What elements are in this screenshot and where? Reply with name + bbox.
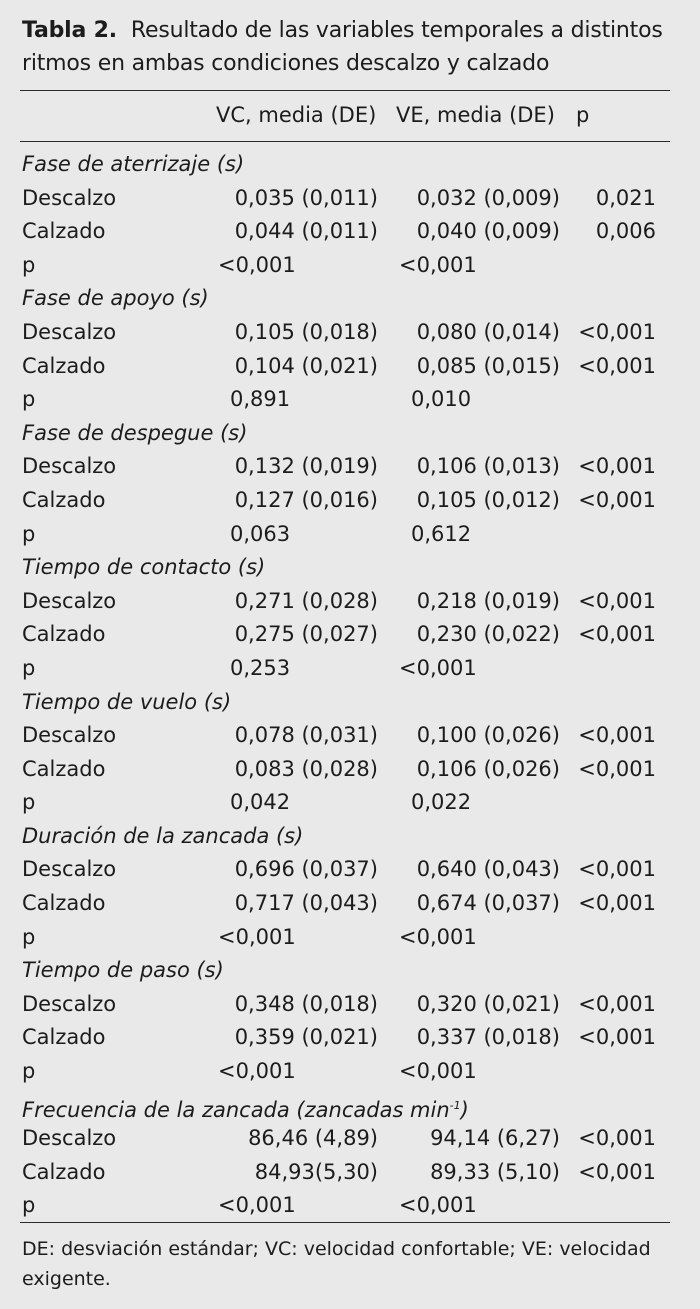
row-label: Calzado	[22, 487, 106, 512]
cell-vc: 0,132 (0,019)	[234, 454, 378, 479]
cell-ve: 0,674 (0,037)	[416, 891, 560, 916]
cell-vc: 0,348 (0,018)	[234, 991, 378, 1016]
data-row-p	[0, 921, 700, 955]
cell-p: <0,001	[578, 857, 656, 882]
data-row-calzado	[0, 618, 700, 652]
section-title-text: Fase de aterrizaje (s)	[22, 152, 245, 176]
section-title-text: Tiempo de vuelo (s)	[22, 689, 232, 714]
section-title	[22, 148, 244, 182]
cell-ve: <0,001	[399, 924, 477, 949]
cell-vc: 0,104 (0,021)	[234, 353, 378, 378]
cell-ve: 0,230 (0,022)	[416, 622, 560, 647]
section-title-row	[0, 954, 700, 988]
section-title-superscript: -1	[449, 1098, 461, 1112]
cell-ve: <0,001	[399, 1193, 477, 1218]
data-row-calzado	[0, 215, 700, 249]
cell-p: <0,001	[578, 319, 656, 344]
row-label: Descalzo	[22, 991, 117, 1016]
cell-vc: 0,063	[230, 521, 291, 546]
cell-p: <0,001	[578, 1025, 656, 1050]
row-label: Calzado	[22, 622, 106, 647]
cell-p: <0,001	[578, 891, 656, 916]
data-row-calzado	[0, 887, 700, 921]
top-rule	[20, 90, 670, 91]
cell-ve: 0,106 (0,013)	[416, 454, 560, 479]
row-label: Calzado	[22, 1025, 106, 1050]
cell-ve: <0,001	[399, 655, 477, 680]
section-title-text: Tiempo de contacto (s)	[22, 555, 266, 580]
section-title-row	[0, 417, 700, 451]
row-label: p	[22, 521, 36, 546]
section-title-text: Duración de la zancada (s)	[22, 823, 304, 848]
cell-ve: 0,106 (0,026)	[416, 756, 560, 781]
header-rule	[20, 141, 670, 142]
cell-vc: 0,696 (0,037)	[234, 857, 378, 882]
cell-vc: 0,127 (0,016)	[234, 487, 378, 512]
cell-vc: 0,717 (0,043)	[234, 891, 378, 916]
section-title	[22, 551, 265, 585]
row-label: Descalzo	[22, 319, 117, 344]
cell-vc: 0,105 (0,018)	[234, 319, 378, 344]
data-row-calzado	[0, 1156, 700, 1190]
row-label: p	[22, 1059, 36, 1084]
column-header-p: p	[576, 103, 590, 127]
cell-p: <0,001	[578, 353, 656, 378]
data-row-calzado	[0, 1021, 700, 1055]
data-row-p	[0, 652, 700, 686]
cell-p: <0,001	[578, 622, 656, 647]
data-row-descalzo	[0, 450, 700, 484]
cell-ve: 0,080 (0,014)	[416, 319, 560, 344]
row-label: Descalzo	[22, 454, 117, 479]
row-label: Descalzo	[22, 1126, 117, 1151]
cell-vc: 86,46 (4,89)	[248, 1126, 378, 1151]
section-title	[22, 282, 209, 316]
row-label: p	[22, 1193, 36, 1218]
table-caption	[22, 14, 682, 80]
cell-p: <0,001	[578, 454, 656, 479]
cell-ve: 0,010	[411, 387, 472, 412]
data-row-calzado	[0, 350, 700, 384]
cell-ve: 0,022	[411, 790, 472, 815]
section-title-end: )	[460, 1097, 469, 1122]
cell-p: <0,001	[578, 756, 656, 781]
row-label: p	[22, 924, 36, 949]
data-row-descalzo	[0, 585, 700, 619]
data-row-p	[0, 518, 700, 552]
table-body	[0, 148, 700, 1223]
cell-ve: 0,337 (0,018)	[416, 1025, 560, 1050]
cell-p: <0,001	[578, 1159, 656, 1184]
cell-vc: 0,359 (0,021)	[234, 1025, 378, 1050]
cell-ve: 0,612	[411, 521, 472, 546]
data-row-descalzo	[0, 182, 700, 216]
data-row-descalzo	[0, 853, 700, 887]
section-title-row	[0, 686, 700, 720]
cell-vc: 0,078 (0,031)	[234, 723, 378, 748]
row-label: Calzado	[22, 353, 106, 378]
cell-vc: <0,001	[218, 252, 296, 277]
cell-ve: 0,105 (0,012)	[416, 487, 560, 512]
cell-p: <0,001	[578, 1126, 656, 1151]
row-label: Calzado	[22, 219, 106, 244]
section-title-text: Fase de apoyo (s)	[22, 286, 209, 311]
data-row-descalzo	[0, 719, 700, 753]
column-header-ve: VE, media (DE)	[396, 103, 555, 127]
cell-ve: 0,640 (0,043)	[416, 857, 560, 882]
data-row-calzado	[0, 484, 700, 518]
section-title-text: Fase de despegue (s)	[22, 420, 248, 445]
data-row-p	[0, 249, 700, 283]
cell-ve: 89,33 (5,10)	[430, 1159, 560, 1184]
data-row-p	[0, 1189, 700, 1223]
cell-ve: <0,001	[399, 252, 477, 277]
row-label: Calzado	[22, 891, 106, 916]
cell-p: <0,001	[578, 588, 656, 613]
bottom-rule	[20, 1222, 670, 1223]
table-footnote: DE: desviación estándar; VC: velocidad confortable; VE: velocidad exigente.	[22, 1238, 651, 1290]
row-label: Descalzo	[22, 588, 117, 613]
cell-ve: 0,085 (0,015)	[416, 353, 560, 378]
cell-vc: <0,001	[218, 1059, 296, 1084]
data-row-descalzo	[0, 988, 700, 1022]
section-title-row	[0, 1089, 700, 1123]
caption-text: Resultado de las variables temporales a distintos ritmos en ambas condiciones descalzo y calzado	[22, 18, 663, 76]
section-title-text: Tiempo de paso (s)	[22, 958, 224, 983]
row-label: Descalzo	[22, 185, 117, 210]
data-row-p	[0, 1055, 700, 1089]
column-header-vc: VC, media (DE)	[216, 103, 377, 127]
data-row-p	[0, 383, 700, 417]
row-label: p	[22, 790, 36, 815]
cell-vc: 0,042	[230, 790, 291, 815]
cell-p: 0,021	[595, 185, 656, 210]
data-row-descalzo	[0, 316, 700, 350]
cell-ve: 0,032 (0,009)	[416, 185, 560, 210]
data-row-descalzo	[0, 1122, 700, 1156]
section-title	[22, 686, 231, 720]
section-title-row	[0, 148, 700, 182]
cell-ve: 0,100 (0,026)	[416, 723, 560, 748]
cell-vc: 0,035 (0,011)	[234, 185, 378, 210]
cell-vc: <0,001	[218, 1193, 296, 1218]
section-title-text: Frecuencia de la zancada (zancadas min	[22, 1097, 450, 1122]
cell-vc: 84,93(5,30)	[254, 1159, 378, 1184]
section-title	[22, 954, 224, 988]
cell-vc: 0,253	[230, 655, 291, 680]
cell-ve: <0,001	[399, 1059, 477, 1084]
data-row-calzado	[0, 753, 700, 787]
cell-ve: 0,040 (0,009)	[416, 219, 560, 244]
row-label: Calzado	[22, 1159, 106, 1184]
cell-p: <0,001	[578, 487, 656, 512]
section-title-row	[0, 282, 700, 316]
row-label: Calzado	[22, 756, 106, 781]
cell-ve: 0,320 (0,021)	[416, 991, 560, 1016]
cell-p: 0,006	[595, 219, 656, 244]
cell-vc: 0,275 (0,027)	[234, 622, 378, 647]
cell-ve: 94,14 (6,27)	[430, 1126, 560, 1151]
cell-vc: 0,891	[230, 387, 291, 412]
cell-vc: 0,044 (0,011)	[234, 219, 378, 244]
data-row-p	[0, 786, 700, 820]
row-label: p	[22, 655, 36, 680]
cell-vc: 0,271 (0,028)	[234, 588, 378, 613]
section-title-row	[0, 820, 700, 854]
cell-ve: 0,218 (0,019)	[416, 588, 560, 613]
row-label: Descalzo	[22, 857, 117, 882]
cell-vc: <0,001	[218, 924, 296, 949]
section-title-row	[0, 551, 700, 585]
cell-vc: 0,083 (0,028)	[234, 756, 378, 781]
cell-p: <0,001	[578, 991, 656, 1016]
caption-label: Tabla 2.	[22, 18, 117, 43]
row-label: p	[22, 252, 36, 277]
section-title	[22, 417, 247, 451]
section-title	[22, 820, 303, 854]
row-label: Descalzo	[22, 723, 117, 748]
cell-p: <0,001	[578, 723, 656, 748]
row-label: p	[22, 387, 36, 412]
